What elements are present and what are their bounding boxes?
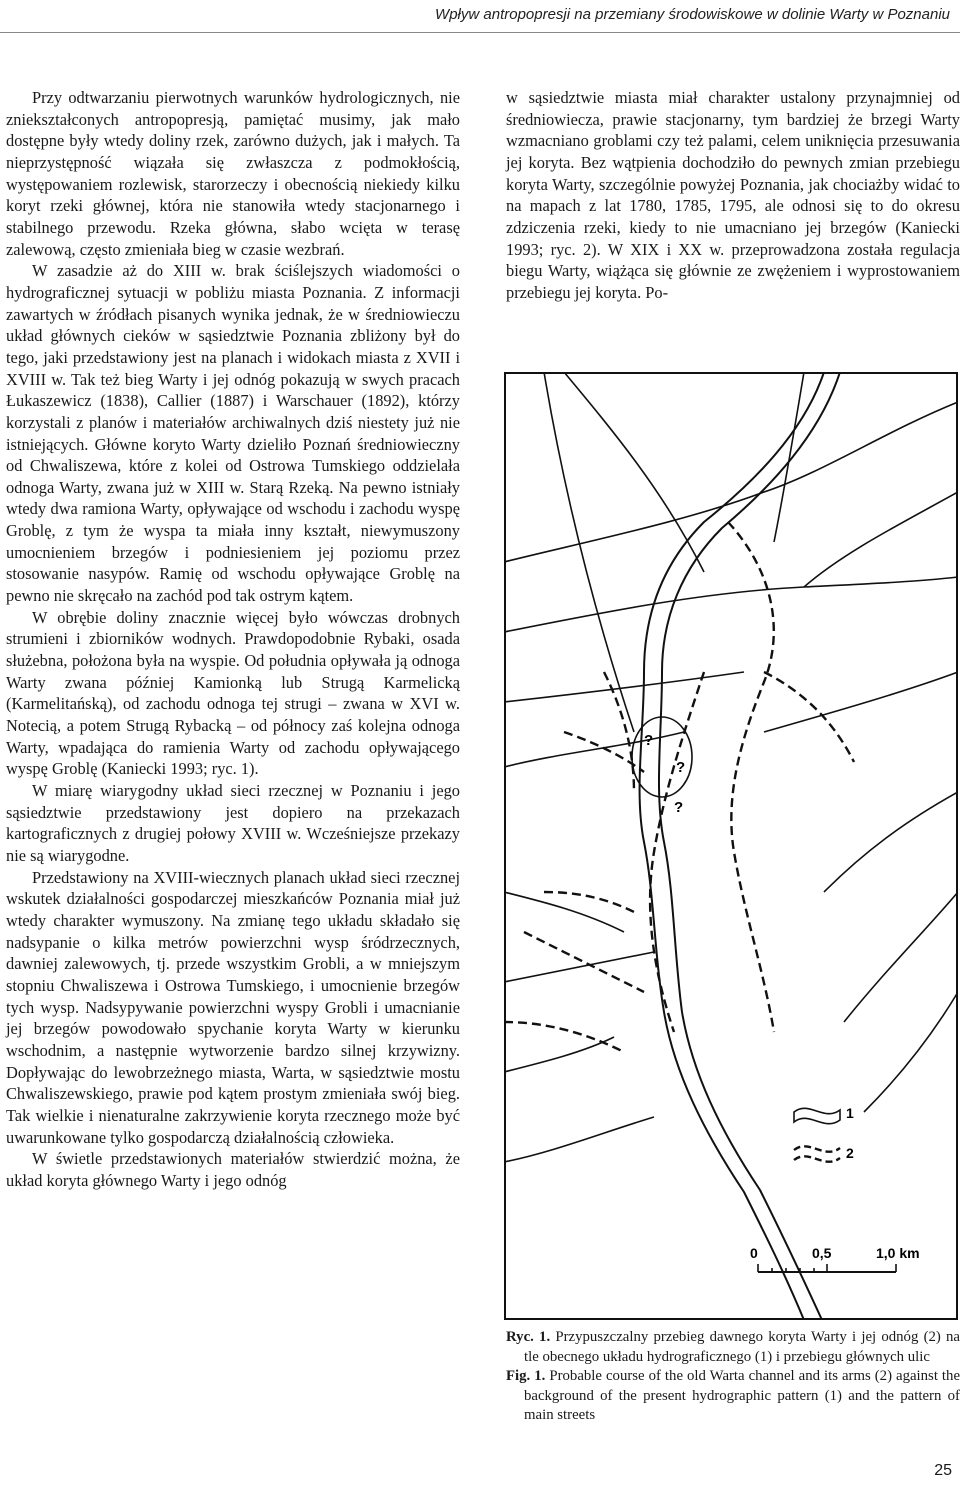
header-divider	[0, 32, 960, 33]
caption-label: Ryc. 1.	[506, 1329, 551, 1345]
question-mark-label: ?	[676, 759, 686, 776]
paragraph: Przedstawiony na XVIII-wiecznych planach układ sieci rzecznej wskutek działalności gospodarczej mieszkańców Poznania miał już wtedy charakter wymuszony. Na zmianę tego układu składało się nadsypanie o kilka metrów powierzchni wysp śródrzecznych, dawniej zalewowych, tj. przede wszystkim Grobli, a w mniejszym stopniu Chwaliszewa i Ostrowa Tumskiego, i umocnienie brzegów tych wysp. Nadsypywanie powierzchni wyspy Grobli i umacnianie jej brzegów powodowało spychanie koryta Warty w kierunku wschodnim, a następnie wytworzenie bardzo silnej krzywizny. Dopływając do lewobrzeżnego miasta, Warta, w sąsiedztwie mostu Chwaliszewskiego, prawie pod kątem prostym zmieniała swój bieg. Tak wielkie i nienaturalne zakrzywienie koryta rzecznego może być uwarunkowane tylko gospodarczą działalnością człowieka.	[6, 867, 460, 1147]
caption-text: Probable course of the old Warta channel and its arms (2) against the background of the present hydrographic pattern (1) and the pattern of main streets	[524, 1368, 960, 1423]
right-text-column	[506, 87, 960, 304]
running-header: Wpływ antropopresji na przemiany środowiskowe w dolinie Warty w Poznaniu	[435, 6, 950, 23]
paragraph: W zasadzie aż do XIII w. brak ściślejszych wiadomości o hydrograficznej sytuacji w pobliżu miasta Poznania. Z informacji zawartych w źródłach pisanych wynika jednak, że w średniowieczu układ głównych cieków w sąsiedztwie Poznania zbliżony był do tego, jaki przedstawiony jest na planach i widokach miasta z XVII i XVIII w. Tak też bieg Warty i jej odnóg pokazują w swych pracach Łukaszewicz (1838), Callier (1887) i Warschauer (1892), którzy korzystali z planów i materiałów archiwalnych dziś niestety już nie istniejących. Główne koryto Warty dzieliło Poznań średniowieczny od Chwaliszewa, które z kolei od Ostrowa Tumskiego oddzielała odnoga Warty, zwana już w XIII w. Starą Rzeką. Na pewno istniały wtedy dwa ramiona Warty, opływające od wschodu i zachodu wyspę Groblę, z tym że wyspa ta miała inny kształt, niewymuszony umocnieniem brzegów i podniesieniem jej poziomu przez stosowanie nasypów. Ramię od wschodu opływające Groblę na pewno nie skręcało na zachód pod tak ostrym kątem.	[6, 261, 460, 606]
paragraph: Przy odtwarzaniu pierwotnych warunków hydrologicznych, nie zniekształconych antropopresją, pamiętać musimy, jak mało dostępne były wtedy doliny rzek, zarówno dużych, jak i małych. Ta nieprzystępność wiązała się zwłaszcza z podmokłością, występowaniem rozlewisk, starorzeczy i obecnością niekiedy kilku koryt rzeki głównej, która nie stanowiła wtedy stacjonarnego i stabilnego przewodu. Rzeka główna, słabo wcięta w terasę zalewową, często zmieniała bieg w czasie wezbrań.	[6, 88, 460, 259]
left-text-column	[6, 87, 460, 1191]
scale-label: 0,5	[812, 1245, 832, 1261]
figure-caption	[506, 1328, 960, 1426]
legend-label: 1	[846, 1105, 854, 1121]
scale-label: 1,0 km	[876, 1245, 920, 1261]
caption-label: Fig. 1.	[506, 1368, 546, 1384]
paragraph: w sąsiedztwie miasta miał charakter ustalony przynajmniej od średniowiecza, prawie stacjonarny, tym bardziej że brzegi Warty wzmacniano groblami czy też palami, celem uniknięcia przesuwania jej koryta. Bez wątpienia dochodziło do pewnych zmian przebiegu koryta Warty, szczególnie powyżej Poznania, jak chociażby widać to na mapach z lat 1780, 1785, 1795, ale odnosi się to do okresu zdziczenia rzeki, kiedy to nie umacniano jej brzegów (Kaniecki 1993; ryc. 2). W XIX i XX w. przeprowadzona została regulacja biegu Warty, wiążąca się głównie ze zwężeniem i wyprostowaniem przebiegu jej koryta. Po-	[506, 88, 960, 302]
figure-map	[504, 372, 958, 1320]
paragraph: W świetle przedstawionych materiałów stwierdzić można, że układ koryta głównego Warty i jego odnóg	[6, 1149, 460, 1190]
caption-polish	[506, 1328, 960, 1367]
legend-label: 2	[846, 1145, 854, 1161]
paragraph: W obrębie doliny znacznie więcej było wówczas drobnych strumieni i zbiorników wodnych. Prawdopodobnie Rybaki, osada służebna, położona była na wyspie. Od południa opływała ją odnoga Warty zwana później Kamionką lub Strugą Karmelicką (Karmelitańską), od zachodu odnoga tej strugi – zwana w XVI w. Notecią, a potem Strugą Rybacką – od północy zaś kolejna odnoga Warty, wpadająca do ramienia Warty od zachodu opływającego wyspę Groblę (Kaniecki 1993; ryc. 1).	[6, 607, 460, 779]
question-mark-label: ?	[644, 732, 654, 749]
caption-text: Przypuszczalny przebieg dawnego koryta Warty i jej odnóg (2) na tle obecnego układu hydrograficznego (1) i przebiegu głównych ulic	[524, 1329, 960, 1365]
scale-label: 0	[750, 1245, 758, 1261]
paragraph: W miarę wiarygodny układ sieci rzecznej w Poznaniu i jego sąsiedztwie przedstawiony jest dopiero na przekazach kartograficznych z drugiej połowy XVIII w. Wcześniejsze przekazy nie są wiarygodne.	[6, 781, 460, 865]
question-mark-label: ?	[674, 799, 684, 816]
caption-english	[506, 1367, 960, 1426]
page-number: 25	[934, 1462, 952, 1479]
hydrographic-map	[504, 372, 958, 1320]
